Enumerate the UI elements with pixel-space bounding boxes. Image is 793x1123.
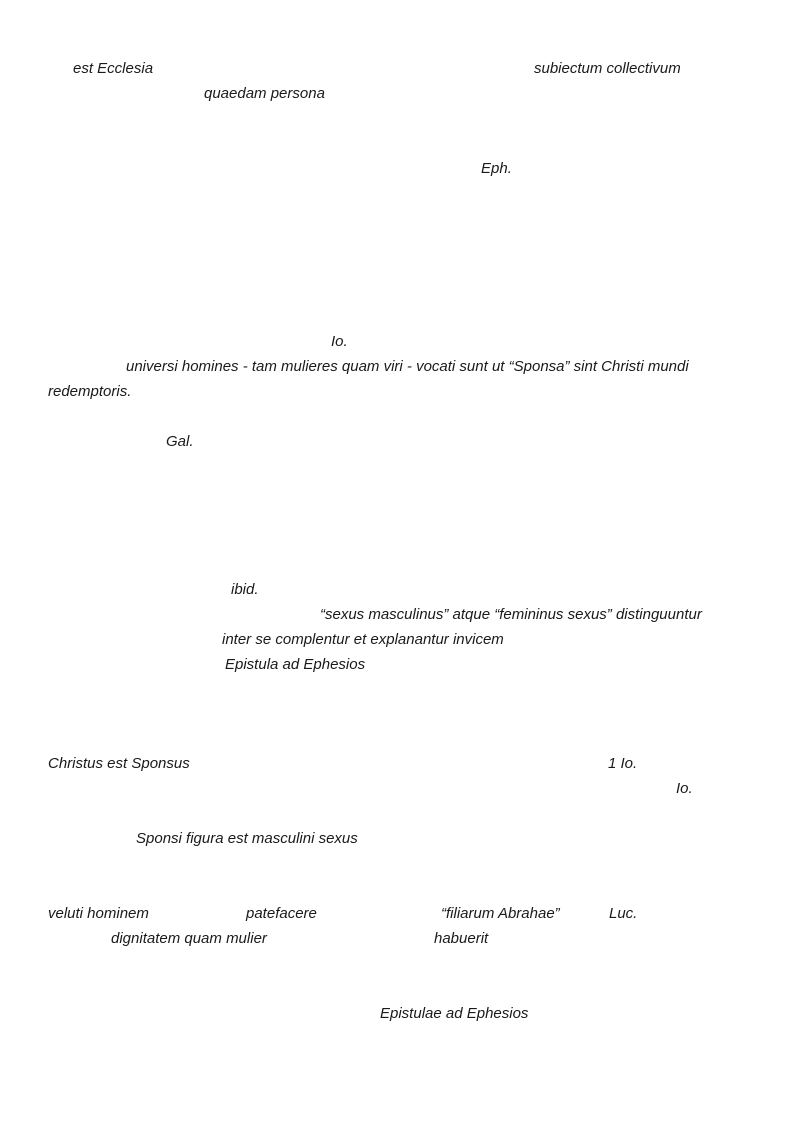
text-fragment: Epistula ad Ephesios — [225, 656, 366, 673]
text-fragment: Gal. — [166, 433, 194, 450]
text-fragment: Io. — [331, 333, 348, 350]
text-fragment: Io. — [676, 780, 693, 797]
text-fragment: universi homines - tam mulieres quam viri - vocati sunt ut “Sponsa” sint Christi mundi — [126, 358, 689, 375]
text-fragment: Luc. — [609, 905, 638, 922]
text-fragment: Sponsi figura est masculini sexus — [136, 830, 358, 847]
text-fragment: quaedam persona — [204, 85, 325, 102]
text-fragment: redemptoris. — [48, 383, 132, 400]
text-fragment: inter se complentur et explanantur invicem — [222, 631, 504, 648]
text-fragment: veluti hominem — [48, 905, 149, 922]
text-fragment: Eph. — [481, 160, 512, 177]
text-fragment: ibid. — [231, 581, 259, 598]
text-fragment: habuerit — [434, 930, 489, 947]
text-fragment: patefacere — [246, 905, 317, 922]
text-fragment: subiectum collectivum — [534, 60, 681, 77]
text-fragment: dignitatem quam mulier — [111, 930, 267, 947]
text-fragment: Christus est Sponsus — [48, 755, 190, 772]
text-fragment: “sexus masculinus” atque “femininus sexus” distinguuntur — [320, 606, 702, 623]
text-fragment: “filiarum Abrahae” — [441, 905, 560, 922]
text-fragment: est Ecclesia — [73, 60, 154, 77]
text-fragment: Epistulae ad Ephesios — [380, 1005, 529, 1022]
text-fragment: 1 Io. — [608, 755, 638, 772]
